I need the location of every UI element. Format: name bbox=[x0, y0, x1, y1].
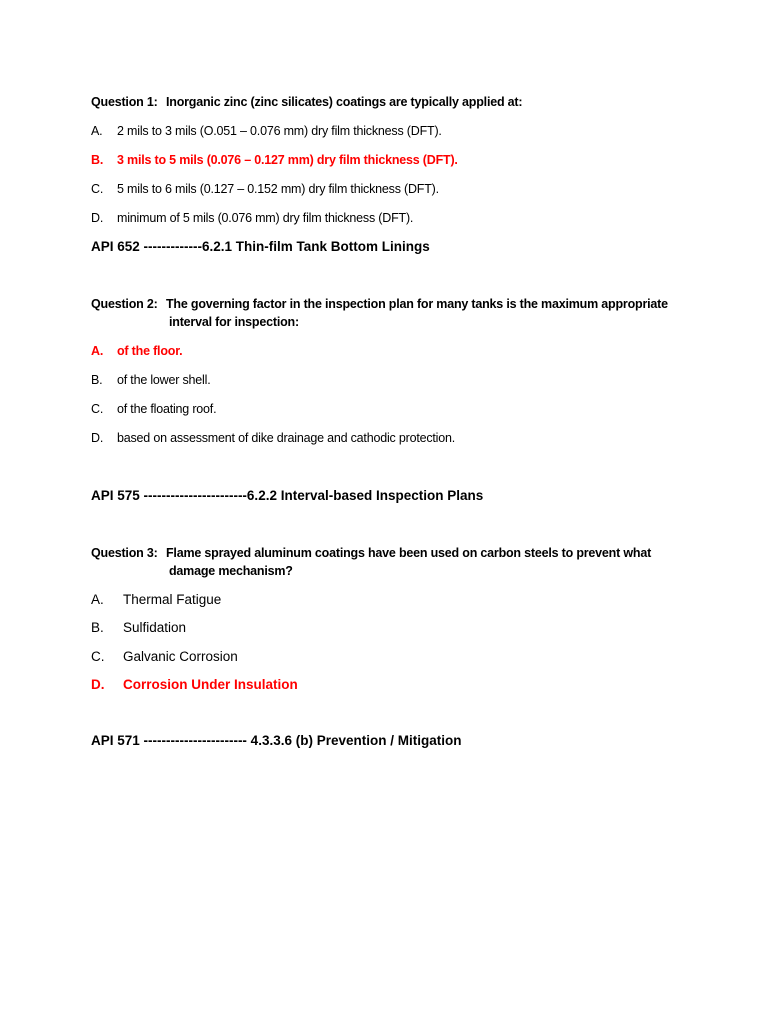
question-3-option-c bbox=[91, 649, 238, 664]
question-3-reference: API 571 ----------------------- 4.3.3.6 (b) Prevention / Mitigation bbox=[91, 733, 462, 748]
option-letter: B. bbox=[91, 373, 103, 387]
question-3-number: Question 3: bbox=[91, 546, 158, 560]
option-letter: B. bbox=[91, 153, 104, 167]
question-3-option-b bbox=[91, 620, 186, 635]
option-letter: C. bbox=[91, 182, 104, 196]
option-letter: A. bbox=[91, 344, 104, 358]
question-2-reference: API 575 -----------------------6.2.2 Interval-based Inspection Plans bbox=[91, 488, 484, 503]
option-letter: D. bbox=[91, 211, 104, 225]
option-letter: A. bbox=[91, 124, 103, 138]
option-text: of the floating roof. bbox=[117, 402, 217, 416]
option-text: of the lower shell. bbox=[117, 373, 211, 387]
question-2-option-c bbox=[91, 402, 216, 416]
question-3-title bbox=[91, 546, 651, 560]
option-letter: C. bbox=[91, 649, 105, 664]
option-text: of the floor. bbox=[117, 344, 183, 358]
option-text: Sulfidation bbox=[123, 620, 187, 635]
option-text: Thermal Fatigue bbox=[123, 592, 222, 607]
option-text: 3 mils to 5 mils (0.076 – 0.127 mm) dry film thickness (DFT). bbox=[117, 153, 458, 167]
question-2-title bbox=[91, 297, 668, 311]
question-2-number: Question 2: bbox=[91, 297, 158, 311]
option-text: 2 mils to 3 mils (O.051 – 0.076 mm) dry film thickness (DFT). bbox=[117, 124, 442, 138]
question-2-text: The governing factor in the inspection plan for many tanks is the maximum appropriate bbox=[166, 297, 668, 311]
question-1-reference: API 652 -------------6.2.1 Thin-film Tank Bottom Linings bbox=[91, 239, 430, 254]
option-text: minimum of 5 mils (0.076 mm) dry film thickness (DFT). bbox=[117, 211, 414, 225]
option-text: Galvanic Corrosion bbox=[123, 649, 238, 664]
option-text: based on assessment of dike drainage and cathodic protection. bbox=[117, 431, 456, 445]
question-1-option-c bbox=[91, 182, 439, 196]
option-letter: C. bbox=[91, 402, 104, 416]
question-2-text-continued: interval for inspection: bbox=[169, 315, 299, 329]
option-letter: D. bbox=[91, 431, 104, 445]
question-1-option-d bbox=[91, 211, 413, 225]
option-letter: A. bbox=[91, 592, 104, 607]
option-text: Corrosion Under Insulation bbox=[123, 677, 298, 692]
question-2-option-d bbox=[91, 431, 455, 445]
question-1-number: Question 1: bbox=[91, 95, 158, 109]
question-1-option-b-correct bbox=[91, 153, 458, 167]
question-1-title bbox=[91, 95, 522, 109]
option-text: 5 mils to 6 mils (0.127 – 0.152 mm) dry film thickness (DFT). bbox=[117, 182, 439, 196]
question-2-option-a-correct bbox=[91, 344, 182, 358]
question-1-text: Inorganic zinc (zinc silicates) coatings are typically applied at: bbox=[166, 95, 523, 109]
question-3-option-a bbox=[91, 592, 221, 607]
question-1-option-a bbox=[91, 124, 442, 138]
option-letter: B. bbox=[91, 620, 104, 635]
question-3-text-continued: damage mechanism? bbox=[169, 564, 293, 578]
option-letter: D. bbox=[91, 677, 105, 692]
question-3-text: Flame sprayed aluminum coatings have been used on carbon steels to prevent what bbox=[166, 546, 652, 560]
question-3-option-d-correct bbox=[91, 677, 298, 692]
question-2-option-b bbox=[91, 373, 210, 387]
